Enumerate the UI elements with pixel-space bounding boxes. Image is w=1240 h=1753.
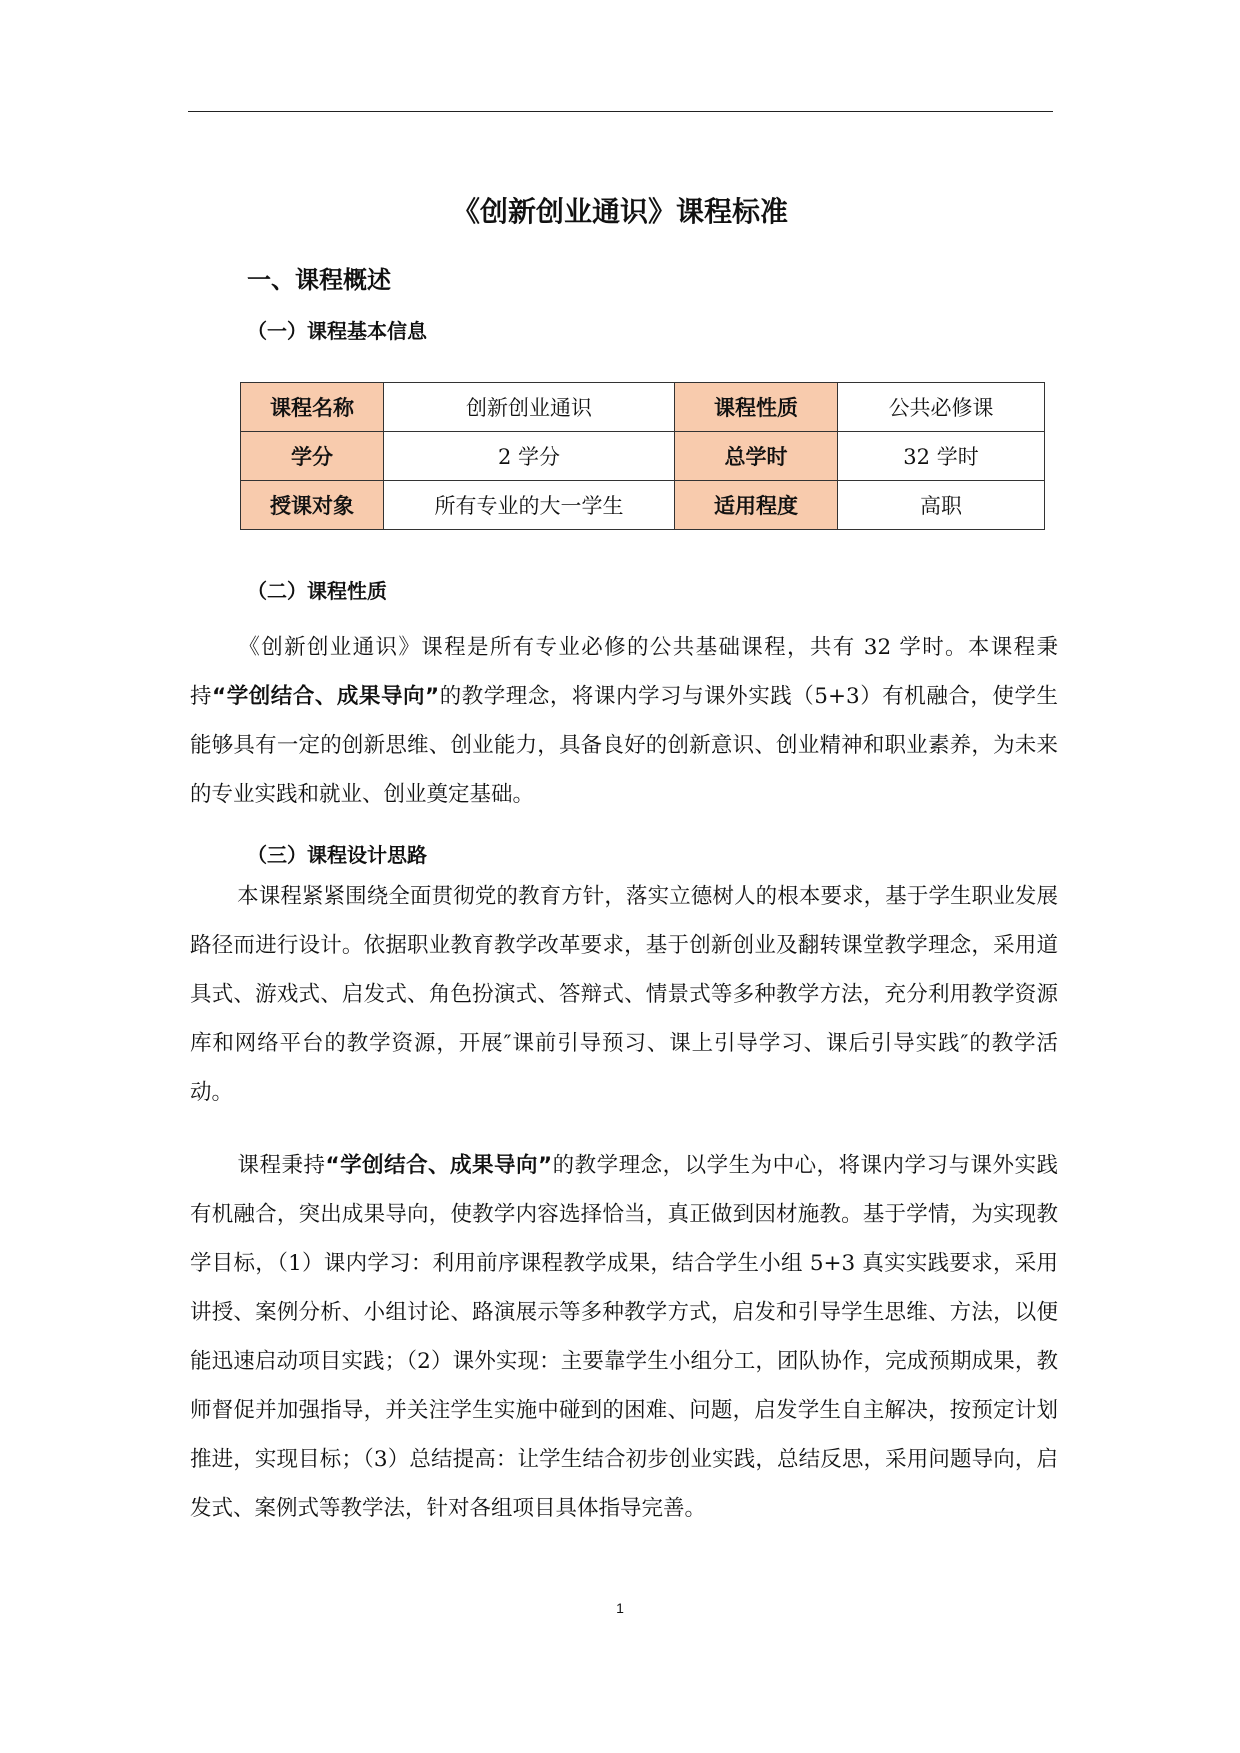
- table-value-cell: 32 学时: [838, 432, 1045, 481]
- page-number: 1: [616, 1600, 624, 1616]
- header-rule: [188, 111, 1053, 112]
- table-row: [241, 481, 1045, 530]
- table-label-cell: 课程性质: [675, 383, 838, 432]
- section-heading-overview: 一、课程概述: [247, 266, 391, 294]
- table-value-cell: 创新创业通识: [384, 383, 675, 432]
- table-value-cell: 公共必修课: [838, 383, 1045, 432]
- table-label-cell: 适用程度: [675, 481, 838, 530]
- table-value-cell: 2 学分: [384, 432, 675, 481]
- subheading-basic-info: （一）课程基本信息: [247, 319, 427, 343]
- course-info-table: [240, 382, 1045, 530]
- table-value-cell: 高职: [838, 481, 1045, 530]
- table-label-cell: 学分: [241, 432, 384, 481]
- table-label-cell: 授课对象: [241, 481, 384, 530]
- paragraph-course-nature: 《创新创业通识》课程是所有专业必修的公共基础课程，共有 32 学时。本课程秉持“学创结合、成果导向”的教学理念，将课内学习与课外实践（5+3）有机融合，使学生能够具有一定的创新思维、创业能力，具备良好的创新意识、创业精神和职业素养，为未来的专业实践和就业、创业奠定基础。: [190, 635, 1058, 807]
- table-value-cell: 所有专业的大一学生: [384, 481, 675, 530]
- paragraph-design-1: 本课程紧紧围绕全面贯彻党的教育方针，落实立德树人的根本要求，基于学生职业发展路径而进行设计。依据职业教育教学改革要求，基于创新创业及翻转课堂教学理念，采用道具式、游戏式、启发式、角色扮演式、答辩式、情景式等多种教学方法，充分利用教学资源库和网络平台的教学资源，开展″课前引导预习、课上引导学习、课后引导实践″的教学活动。: [190, 884, 1058, 1105]
- table-row: [241, 432, 1045, 481]
- table-row: [241, 383, 1045, 432]
- document-title: 《创新创业通识》课程标准: [451, 195, 788, 228]
- paragraph-design-2: 课程秉持“学创结合、成果导向”的教学理念，以学生为中心，将课内学习与课外实践有机融合，突出成果导向，使教学内容选择恰当，真正做到因材施教。基于学情，为实现教学目标，（1）课内学习：利用前序课程教学成果，结合学生小组 5+3 真实实践要求，采用讲授、案例分析、小组讨论、路演展示等多种教学方式，启发和引导学生思维、方法，以便能迅速启动项目实践；（2）课外实现：主要靠学生小组分工，团队协作，完成预期成果，教师督促并加强指导，并关注学生实施中碰到的困难、问题，启发学生自主解决，按预定计划推进，实现目标；（3）总结提高：让学生结合初步创业实践，总结反思，采用问题导向，启发式、案例式等教学法，针对各组项目具体指导完善。: [190, 1153, 1058, 1521]
- subheading-design-approach: （三）课程设计思路: [247, 843, 427, 867]
- table-label-cell: 课程名称: [241, 383, 384, 432]
- table-label-cell: 总学时: [675, 432, 838, 481]
- subheading-course-nature: （二）课程性质: [247, 579, 387, 603]
